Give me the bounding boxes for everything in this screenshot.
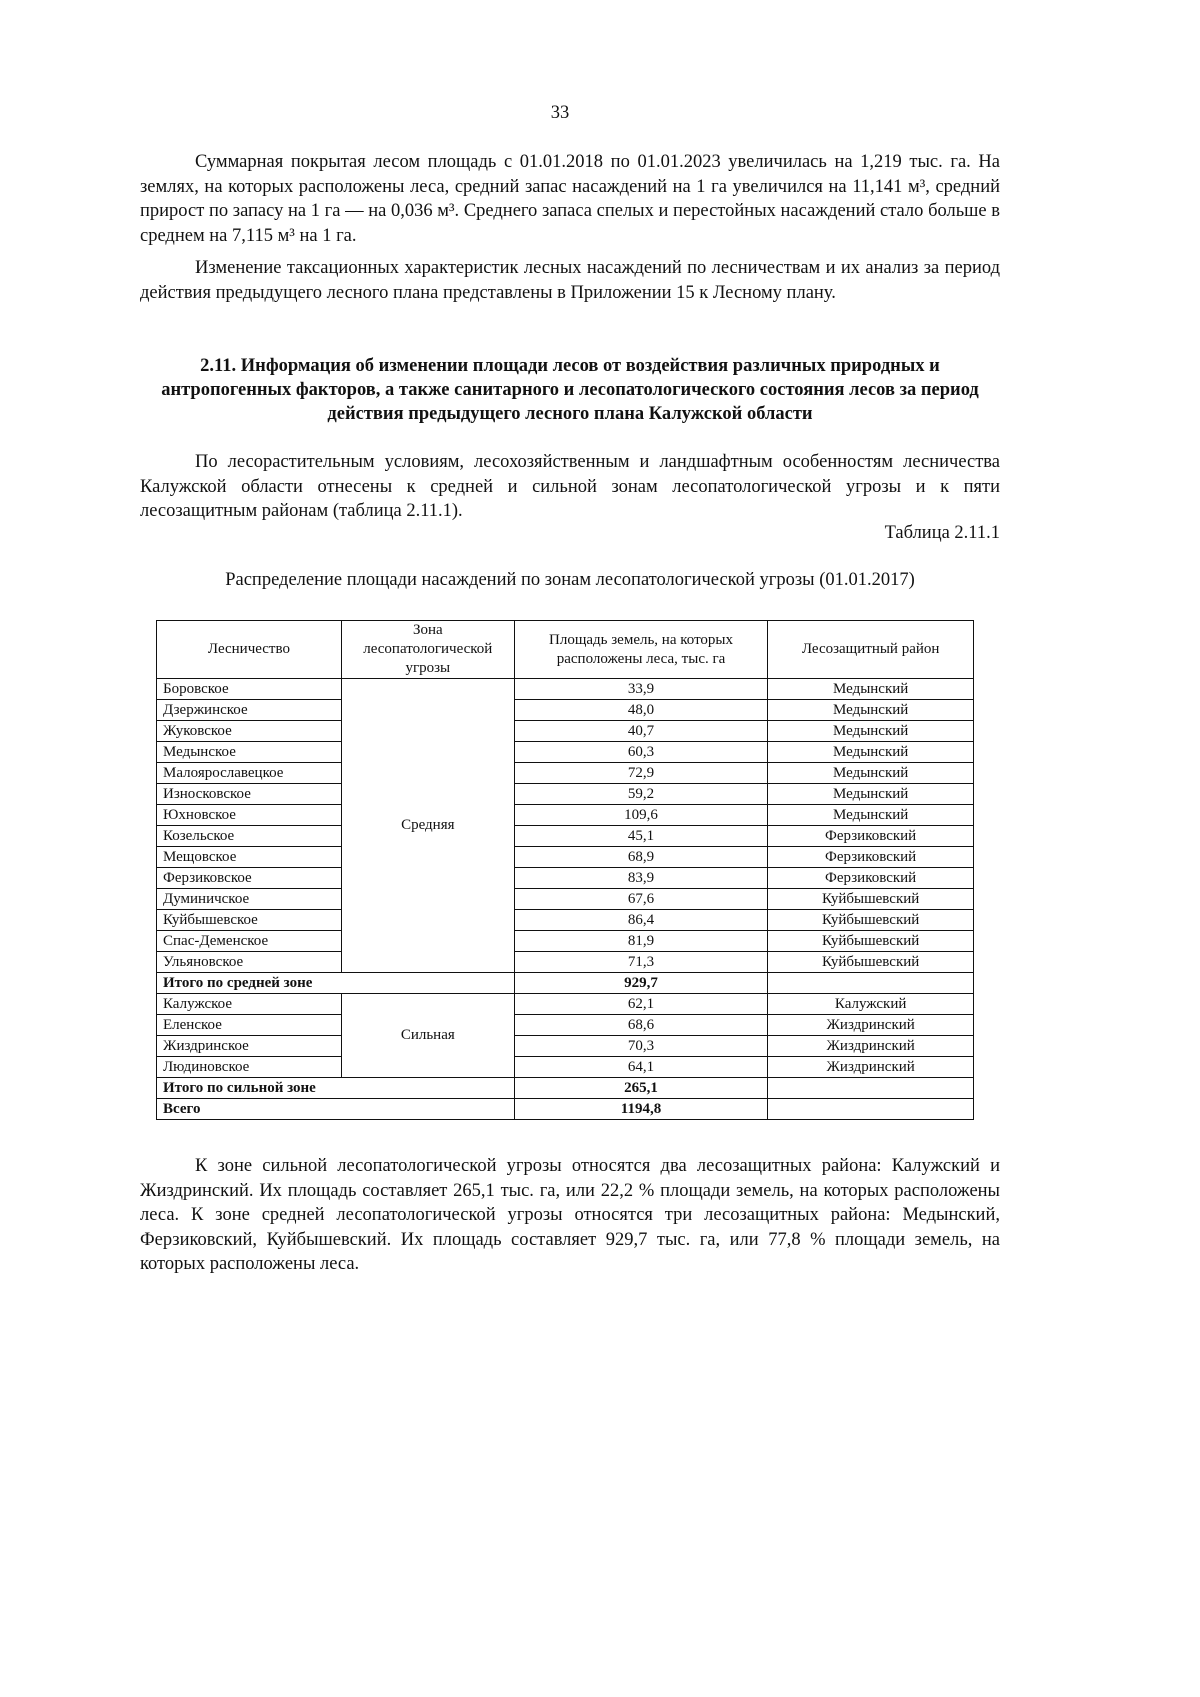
- district-cell: Медынский: [768, 700, 974, 721]
- grand-total-row: [157, 1099, 974, 1120]
- paragraph-forest-area: Суммарная покрытая лесом площадь с 01.01.2018 по 01.01.2023 увеличилась на 1,219 тыс. га. На землях, на которых расположены леса, средний запас насаждений на 1 га увеличился на 11,141 м³, средний прирост по запасу на 1 га — на 0,036 м³. Среднего запаса спелых и перестойных насаждений стало больше в среднем на 7,115 м³ на 1 га.: [140, 152, 1000, 246]
- area-cell: 81,9: [514, 931, 768, 952]
- forestry-cell: Калужское: [157, 994, 342, 1015]
- forestry-cell: Ферзиковское: [157, 868, 342, 889]
- total-label: Итого по средней зоне: [157, 973, 515, 994]
- area-cell: 68,6: [514, 1015, 768, 1036]
- area-cell: 67,6: [514, 889, 768, 910]
- forestry-cell: Малоярославецкое: [157, 763, 342, 784]
- district-cell: Калужский: [768, 994, 974, 1015]
- area-cell: 70,3: [514, 1036, 768, 1057]
- forestry-cell: Ульяновское: [157, 952, 342, 973]
- total-label: Всего: [157, 1099, 515, 1120]
- empty-cell: [768, 1078, 974, 1099]
- table-caption: Распределение площади насаждений по зонам лесопатологической угрозы (01.01.2017): [225, 570, 915, 590]
- district-cell: Медынский: [768, 784, 974, 805]
- district-cell: Ферзиковский: [768, 868, 974, 889]
- area-cell: 71,3: [514, 952, 768, 973]
- total-value: 1194,8: [514, 1099, 768, 1120]
- table-row: [157, 910, 974, 931]
- forestry-cell: Боровское: [157, 679, 342, 700]
- area-cell: 60,3: [514, 742, 768, 763]
- district-cell: Жиздринский: [768, 1036, 974, 1057]
- table-header-row: [157, 621, 974, 679]
- district-cell: Медынский: [768, 721, 974, 742]
- paragraph-appendix-ref: Изменение таксационных характеристик лесных насаждений по лесничествам и их анализ за период действия предыдущего лесного плана представлены в Приложении 15 к Лесному плану.: [140, 258, 1000, 303]
- table-row: [157, 1036, 974, 1057]
- strong-total-row: [157, 1078, 974, 1099]
- intro-paragraph: По лесорастительным условиям, лесохозяйственным и ландшафтным особенностям лесничества Калужской области отнесены к средней и сильной зонам лесопатологической угрозы и к пяти лесозащитным районам (таблица 2.11.1).: [140, 452, 1000, 521]
- forestry-cell: Жуковское: [157, 721, 342, 742]
- district-cell: Куйбышевский: [768, 952, 974, 973]
- area-cell: 86,4: [514, 910, 768, 931]
- header-district: Лесозащитный район: [768, 621, 974, 679]
- forestry-cell: Дзержинское: [157, 700, 342, 721]
- forestry-cell: Юхновское: [157, 805, 342, 826]
- table-row: [157, 889, 974, 910]
- forestry-cell: Еленское: [157, 1015, 342, 1036]
- total-value: 929,7: [514, 973, 768, 994]
- district-cell: Медынский: [768, 679, 974, 700]
- forestry-cell: Думиничское: [157, 889, 342, 910]
- table-label: Таблица 2.11.1: [884, 523, 1000, 543]
- total-label: Итого по сильной зоне: [157, 1078, 515, 1099]
- table-row: [157, 1015, 974, 1036]
- table-row: [157, 742, 974, 763]
- table-row: [157, 700, 974, 721]
- header-forestry: Лесничество: [157, 621, 342, 679]
- area-cell: 33,9: [514, 679, 768, 700]
- district-cell: Ферзиковский: [768, 847, 974, 868]
- area-cell: 62,1: [514, 994, 768, 1015]
- table-row: [157, 805, 974, 826]
- zone-cell: Средняя: [341, 679, 514, 973]
- forestry-cell: Спас-Деменское: [157, 931, 342, 952]
- table-row: [157, 952, 974, 973]
- header-zone: Зона лесопатологической угрозы: [341, 621, 514, 679]
- forestry-cell: Медынское: [157, 742, 342, 763]
- area-cell: 48,0: [514, 700, 768, 721]
- table-row: [157, 931, 974, 952]
- table-row: [157, 763, 974, 784]
- district-cell: Медынский: [768, 742, 974, 763]
- area-cell: 72,9: [514, 763, 768, 784]
- forest-zone-table: [156, 620, 974, 1120]
- closing-paragraph: К зоне сильной лесопатологической угрозы относятся два лесозащитных района: Калужский и Жиздринский. Их площадь составляет 265,1 тыс. га, или 22,2 % площади земель, на которых расположены леса. К зоне средней лесопатологической угрозы относятся три лесозащитных района: Медынский, Ферзиковский, Куйбышевский. Их площадь составляет 929,7 тыс. га, или 77,8 % площади земель, на которых расположены леса.: [140, 1156, 1000, 1274]
- table-row: [157, 826, 974, 847]
- district-cell: Жиздринский: [768, 1057, 974, 1078]
- table-row: [157, 721, 974, 742]
- district-cell: Куйбышевский: [768, 931, 974, 952]
- area-cell: 64,1: [514, 1057, 768, 1078]
- empty-cell: [768, 1099, 974, 1120]
- table-row: [157, 847, 974, 868]
- area-cell: 59,2: [514, 784, 768, 805]
- district-cell: Жиздринский: [768, 1015, 974, 1036]
- district-cell: Куйбышевский: [768, 910, 974, 931]
- total-value: 265,1: [514, 1078, 768, 1099]
- medium-total-row: [157, 973, 974, 994]
- forestry-cell: Износковское: [157, 784, 342, 805]
- area-cell: 45,1: [514, 826, 768, 847]
- forestry-cell: Мещовское: [157, 847, 342, 868]
- forestry-cell: Людиновское: [157, 1057, 342, 1078]
- district-cell: Куйбышевский: [768, 889, 974, 910]
- area-cell: 68,9: [514, 847, 768, 868]
- area-cell: 40,7: [514, 721, 768, 742]
- district-cell: Медынский: [768, 763, 974, 784]
- forestry-cell: Куйбышевское: [157, 910, 342, 931]
- district-cell: Медынский: [768, 805, 974, 826]
- forestry-cell: Козельское: [157, 826, 342, 847]
- table-row: [157, 1057, 974, 1078]
- header-area: Площадь земель, на которых расположены леса, тыс. га: [514, 621, 768, 679]
- empty-cell: [768, 973, 974, 994]
- table-row: [157, 784, 974, 805]
- table-row: [157, 868, 974, 889]
- table-row: [157, 679, 974, 700]
- zone-cell: Сильная: [341, 994, 514, 1078]
- table-row: [157, 994, 974, 1015]
- area-cell: 83,9: [514, 868, 768, 889]
- page-number: 33: [550, 103, 570, 123]
- section-heading: 2.11. Информация об изменении площади лесов от воздействия различных природных и антропогенных факторов, а также санитарного и лесопатологического состояния лесов за период действия предыдущего лесного плана Калужской области: [161, 356, 979, 424]
- forestry-cell: Жиздринское: [157, 1036, 342, 1057]
- district-cell: Ферзиковский: [768, 826, 974, 847]
- area-cell: 109,6: [514, 805, 768, 826]
